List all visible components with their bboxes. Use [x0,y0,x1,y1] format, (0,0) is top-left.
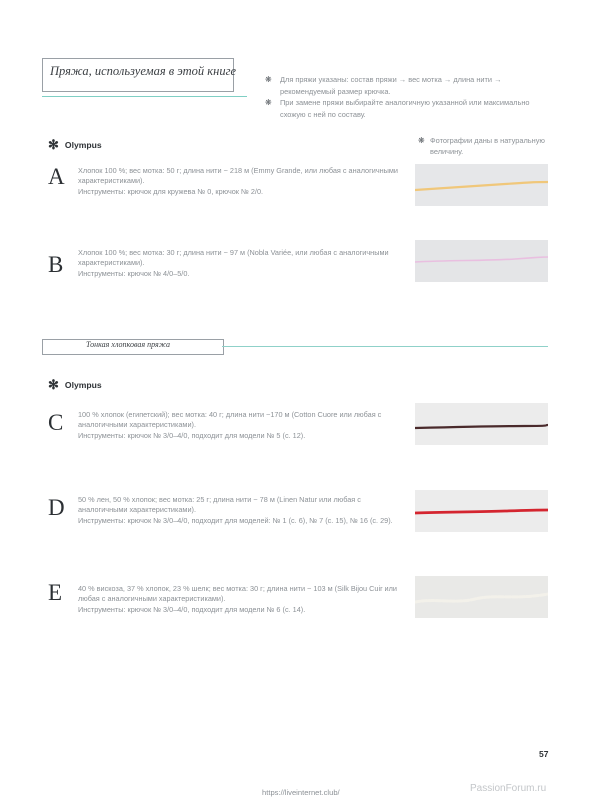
yarn-strand [415,182,548,190]
yarn-description [78,410,400,441]
yarn-strand [415,510,548,513]
yarn-description [78,166,400,197]
yarn-tools: Инструменты: крючок для кружева № 0, крючок № 2/0. [78,186,264,196]
header-note-text: Для пряжи указаны: состав пряжи → вес мотка → длина нити → рекомендуемый размер крючка. [280,75,502,96]
yarn-spec: 40 % вискоза, 37 % хлопок, 23 % шелк; вес мотка: 30 г; длина нити ~ 103 м (Silk Bijou Cuir или любая с аналогичными характеристиками). [78,584,397,604]
asterisk-mark-icon: ❋ [418,136,425,145]
yarn-description [78,495,400,526]
yarn-strand [415,257,548,262]
asterisk-mark-icon: ❋ [265,98,272,107]
header-note-text: При замене пряжи выбирайте аналогичную указанной или максимально схожую с ней по составу. [280,98,530,119]
yarn-tools: Инструменты: крючок № 4/0–5/0. [78,268,190,278]
yarn-photo-e [415,576,548,618]
yarn-photo-c [415,403,548,445]
page-title: Пряжа, используемая в этой книге [50,64,237,78]
asterisk-icon: ✻ [48,377,59,392]
yarn-strand [415,594,548,602]
yarn-strand [415,425,548,428]
yarn-tools: Инструменты: крючок № 3/0–4/0, подходит для модели № 5 (с. 12). [78,430,306,440]
header-note-2 [265,97,555,120]
asterisk-mark-icon: ❋ [265,75,272,84]
title-underline [42,96,247,97]
photo-caption-text: Фотографии даны в натуральную величину. [430,136,545,156]
yarn-tools: Инструменты: крючок № 3/0–4/0, подходит для модели № 6 (с. 14). [78,604,306,614]
brand-heading [48,376,102,392]
header-note-1 [265,74,555,97]
yarn-description [78,584,400,615]
yarn-spec: 50 % лен, 50 % хлопок; вес мотка: 25 г; длина нити ~ 78 м (Linen Natur или любая с аналогичными характеристиками). [78,495,361,515]
asterisk-icon: ✻ [48,137,59,152]
item-letter: D [48,495,65,520]
yarn-tools: Инструменты: крючок № 3/0–4/0, подходит для моделей: № 1 (с. 6), № 7 (с. 15), № 16 (с. 29). [78,515,393,525]
yarn-photo-d [415,490,548,532]
brand-label: Olympus [64,380,102,390]
item-letter: C [48,410,64,435]
page-number: 57 [539,749,549,759]
yarn-spec: Хлопок 100 %; вес мотка: 50 г; длина нити ~ 218 м (Emmy Grande, или любая с аналогичными характеристиками). [78,166,399,186]
yarn-photo-a [415,164,548,206]
source-url[interactable]: https://liveinternet.club/ [262,788,340,797]
brand-label: Olympus [64,140,102,150]
yarn-description [78,248,400,279]
yarn-photo-b [415,240,548,282]
yarn-spec: Хлопок 100 %; вес мотка: 30 г; длина нити ~ 97 м (Nobla Variée, или любая с аналогичными характеристиками). [78,248,389,268]
brand-heading [48,136,102,152]
subsection-rule [222,346,548,347]
item-letter: B [48,252,64,277]
item-letter: E [48,580,63,605]
watermark: PassionForum.ru [470,783,547,794]
yarn-spec: 100 % хлопок (египетский); вес мотка: 40 г; длина нити ~170 м (Cotton Cuore или любая с аналогичными характеристиками). [78,410,382,430]
subsection-title: Тонкая хлопковая пряжа [86,340,171,349]
photo-caption [418,135,558,157]
item-letter: A [48,164,65,189]
